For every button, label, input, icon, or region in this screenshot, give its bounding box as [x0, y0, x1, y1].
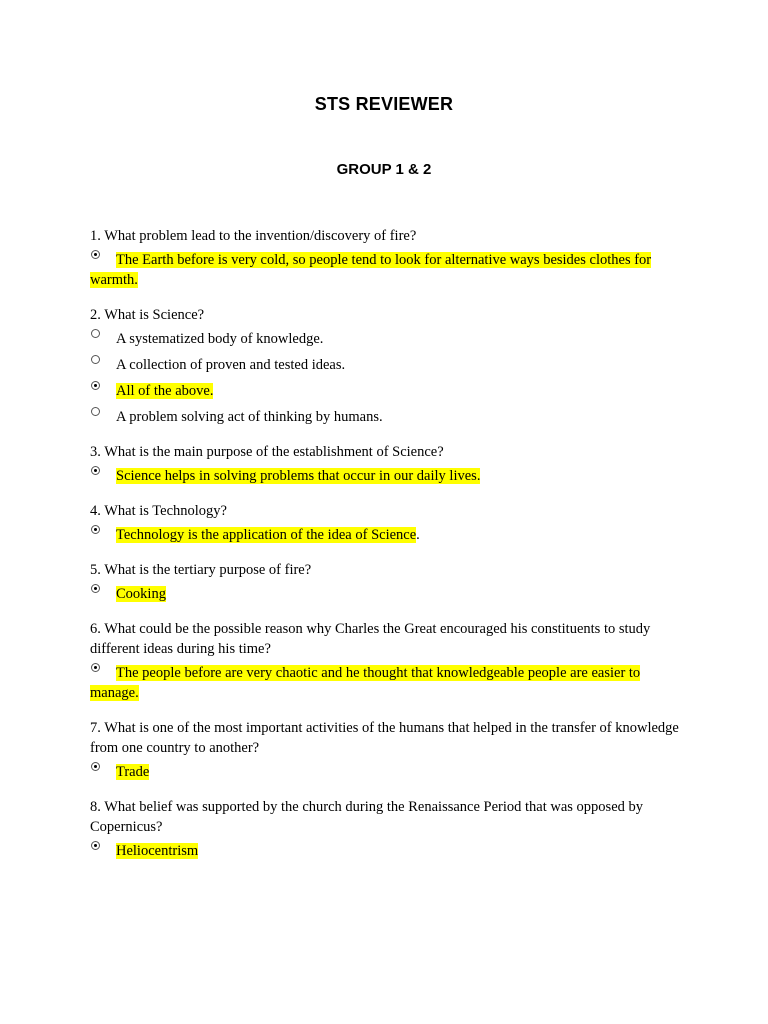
answer-option[interactable] [90, 762, 685, 782]
radio-unselected-icon[interactable] [91, 329, 100, 338]
answer-text-continued: manage. [90, 685, 139, 701]
radio-unselected-icon[interactable] [91, 355, 100, 364]
question-8 [90, 797, 685, 861]
radio-selected-icon[interactable] [91, 762, 100, 771]
answer-option[interactable] [90, 584, 685, 604]
radio-selected-icon[interactable] [91, 663, 100, 672]
answer-text: A problem solving act of thinking by humans. [116, 409, 383, 425]
answer-text: Technology is the application of the idea of Science [116, 527, 417, 543]
question-text: 5. What is the tertiary purpose of fire? [90, 562, 312, 578]
question-7 [90, 718, 685, 782]
answer-option[interactable] [90, 355, 685, 375]
question-text: 6. What could be the possible reason why Charles the Great encouraged his constituents to study different ideas during his time? [90, 621, 651, 657]
answer-option[interactable] [90, 329, 685, 349]
answer-text: Trade [116, 764, 150, 780]
answer-text: The people before are very chaotic and he thought that knowledgeable people are easier to [116, 665, 641, 681]
radio-selected-icon[interactable] [91, 584, 100, 593]
document-title: STS REVIEWER [314, 94, 454, 114]
question-text: 4. What is Technology? [90, 503, 227, 519]
document-subtitle: GROUP 1 & 2 [336, 161, 432, 178]
question-1 [90, 226, 685, 290]
question-2 [90, 305, 685, 427]
question-text: 7. What is one of the most important activities of the humans that helped in the transfer of knowledge from one country to another? [90, 720, 679, 756]
question-3 [90, 442, 685, 486]
answer-text: Cooking [116, 586, 166, 602]
radio-selected-icon[interactable] [91, 466, 100, 475]
answer-option[interactable] [90, 663, 685, 703]
answer-text: All of the above. [116, 383, 214, 399]
answer-option[interactable] [90, 841, 685, 861]
answer-option[interactable] [90, 407, 685, 427]
radio-selected-icon[interactable] [91, 525, 100, 534]
question-text: 2. What is Science? [90, 307, 205, 323]
question-4 [90, 501, 685, 545]
question-text: 1. What problem lead to the invention/discovery of fire? [90, 228, 417, 244]
answer-text: A collection of proven and tested ideas. [116, 357, 346, 373]
answer-option[interactable] [90, 250, 685, 290]
question-text: 3. What is the main purpose of the establishment of Science? [90, 444, 444, 460]
answer-text-tail: . [416, 527, 420, 543]
answer-text: Heliocentrism [116, 843, 199, 859]
answer-text: A systematized body of knowledge. [116, 331, 324, 347]
answer-option[interactable] [90, 466, 685, 486]
question-5 [90, 560, 685, 604]
radio-selected-icon[interactable] [91, 841, 100, 850]
answer-option[interactable] [90, 381, 685, 401]
radio-selected-icon[interactable] [91, 381, 100, 390]
answer-text-continued: warmth. [90, 272, 138, 288]
answer-text: Science helps in solving problems that occur in our daily lives. [116, 468, 481, 484]
answer-text: The Earth before is very cold, so people tend to look for alternative ways besides clothes for [116, 252, 652, 268]
question-6 [90, 619, 685, 703]
question-list [90, 226, 685, 876]
answer-option[interactable] [90, 525, 685, 545]
radio-selected-icon[interactable] [91, 250, 100, 259]
question-text: 8. What belief was supported by the church during the Renaissance Period that was opposed by Copernicus? [90, 799, 644, 835]
radio-unselected-icon[interactable] [91, 407, 100, 416]
